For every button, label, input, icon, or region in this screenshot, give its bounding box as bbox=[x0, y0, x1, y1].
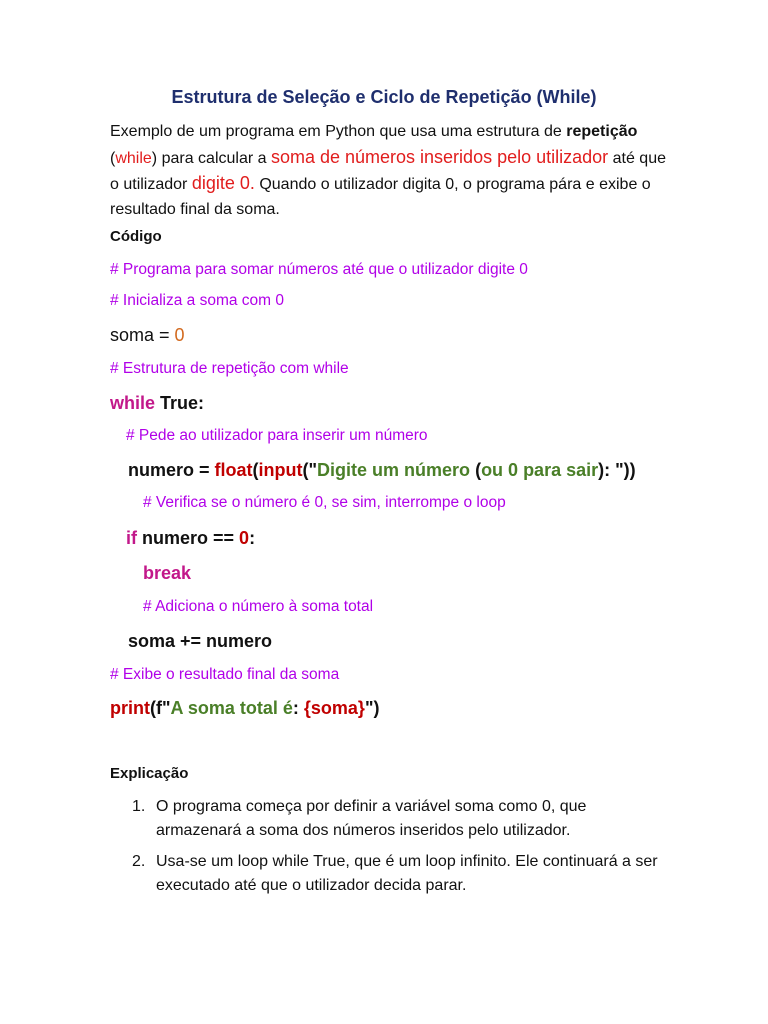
intro-text: ) para calcular a bbox=[151, 149, 271, 167]
list-item-text: Usa-se um loop while True, que é um loop infinito. Ele continuará a ser executado até que o utilizador decida parar. bbox=[156, 853, 658, 894]
list-item-text: O programa começa por definir a variável soma como 0, que armazenará a soma dos números inseridos pelo utilizador. bbox=[156, 798, 587, 839]
code-token: : bbox=[292, 698, 304, 718]
code-comment: # Pede ao utilizador para inserir um número bbox=[126, 427, 428, 444]
code-comment: # Adiciona o número à soma total bbox=[143, 598, 374, 615]
intro-text: até que o utilizador bbox=[110, 149, 666, 193]
code-number: 0 bbox=[239, 528, 250, 548]
intro-highlight: digite 0. bbox=[191, 173, 255, 193]
code-line: soma += numero bbox=[128, 631, 273, 651]
code-function: print bbox=[110, 698, 150, 718]
intro-highlight: soma de números inseridos pelo utilizador bbox=[270, 146, 609, 167]
code-keyword: if bbox=[126, 528, 137, 548]
code-token: (f" bbox=[150, 698, 171, 718]
code-token: ( bbox=[252, 460, 259, 480]
code-comment: # Estrutura de repetição com while bbox=[110, 360, 349, 377]
code-token: ") bbox=[364, 698, 380, 718]
intro-paragraph bbox=[110, 120, 670, 222]
code-function: float bbox=[214, 460, 253, 480]
code-token: numero = bbox=[128, 460, 215, 480]
code-token: numero == bbox=[137, 528, 240, 548]
code-line bbox=[128, 460, 636, 481]
intro-text: Exemplo de um programa em Python que usa uma estrutura de bbox=[110, 123, 567, 140]
list-item bbox=[110, 850, 670, 897]
code-string: ou 0 para sair bbox=[481, 460, 599, 480]
code-line bbox=[126, 528, 255, 549]
code-comment: # Programa para somar números até que o utilizador digite 0 bbox=[110, 261, 528, 278]
explanation-heading: Explicação bbox=[110, 765, 189, 782]
code-function: input bbox=[258, 460, 303, 480]
code-token: : bbox=[249, 528, 256, 548]
code-comment: # Inicializa a soma com 0 bbox=[110, 292, 285, 309]
list-item-number: 1. bbox=[132, 798, 146, 815]
code-string: A soma total é bbox=[170, 698, 293, 718]
code-token: soma = bbox=[110, 325, 175, 345]
code-comment: # Verifica se o número é 0, se sim, interrompe o loop bbox=[143, 494, 506, 511]
list-item bbox=[110, 795, 670, 842]
intro-text: ( bbox=[110, 149, 116, 167]
explanation-list bbox=[110, 795, 670, 905]
code-token: (" bbox=[302, 460, 318, 480]
code-line bbox=[110, 325, 185, 346]
code-line bbox=[110, 393, 204, 414]
code-variable: {soma} bbox=[303, 698, 365, 718]
code-comment: # Exibe o resultado final da soma bbox=[110, 666, 340, 683]
code-heading: Código bbox=[110, 228, 162, 245]
intro-text: Quando o utilizador digita 0, o programa pára e exibe o resultado final da soma. bbox=[110, 176, 651, 218]
code-token: ): ")) bbox=[598, 460, 636, 480]
code-line bbox=[110, 698, 379, 719]
code-token: ( bbox=[475, 460, 482, 480]
intro-highlight: while bbox=[115, 149, 152, 167]
code-keyword: while bbox=[110, 393, 156, 413]
code-string: Digite um número bbox=[317, 460, 476, 480]
code-number: 0 bbox=[174, 325, 185, 345]
list-item-number: 2. bbox=[132, 853, 146, 870]
code-keyword: break bbox=[143, 563, 192, 583]
intro-bold-term: repetição bbox=[566, 123, 638, 140]
code-token: True: bbox=[155, 393, 205, 413]
page-title: Estrutura de Seleção e Ciclo de Repetição (While) bbox=[171, 87, 597, 107]
